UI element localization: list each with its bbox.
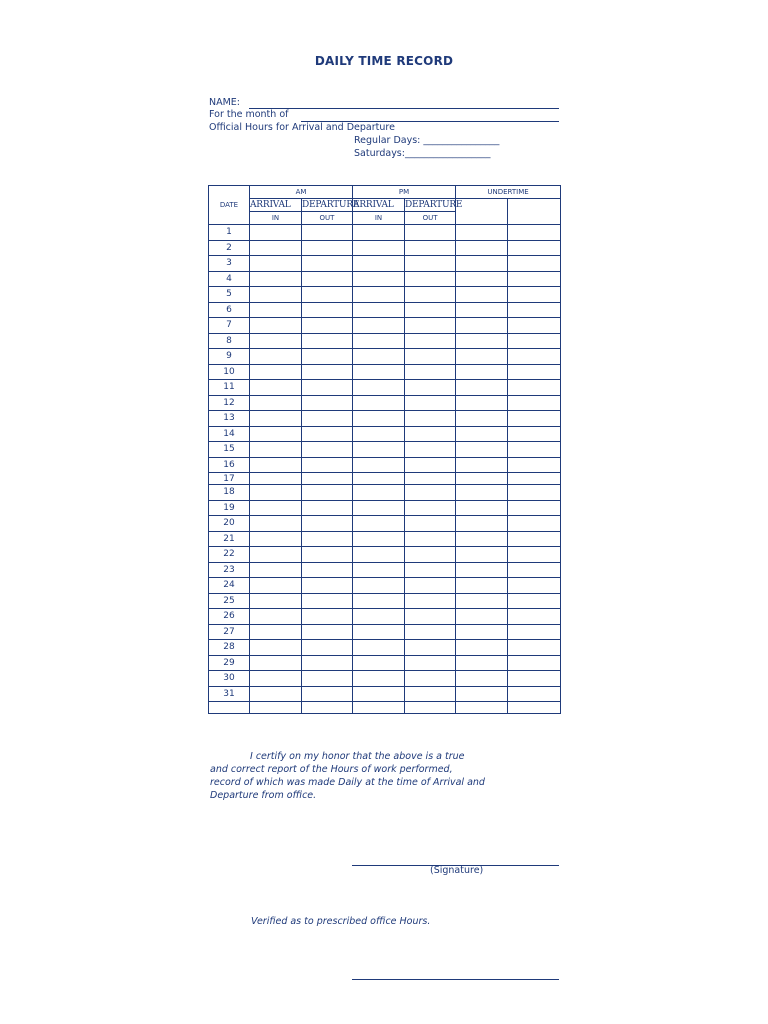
table-row-blank xyxy=(209,702,561,714)
time-cell[interactable] xyxy=(250,287,302,303)
am-header: AM xyxy=(250,186,353,199)
time-cell[interactable] xyxy=(353,333,405,349)
saturdays-blank: __________________ xyxy=(404,148,491,159)
time-cell[interactable] xyxy=(302,640,353,656)
time-cell[interactable] xyxy=(405,364,456,380)
blank-cell xyxy=(456,702,508,714)
time-cell[interactable] xyxy=(456,240,508,256)
time-cell[interactable] xyxy=(405,457,456,473)
time-cell[interactable] xyxy=(456,302,508,318)
regular-days-blank: ________________ xyxy=(423,135,500,146)
time-cell[interactable] xyxy=(250,516,302,532)
time-cell[interactable] xyxy=(353,240,405,256)
time-cell[interactable] xyxy=(456,473,508,485)
time-cell[interactable] xyxy=(405,531,456,547)
time-cell[interactable] xyxy=(508,395,561,411)
time-cell[interactable] xyxy=(250,442,302,458)
time-cell[interactable] xyxy=(508,349,561,365)
time-cell[interactable] xyxy=(302,500,353,516)
time-cell[interactable] xyxy=(353,411,405,427)
time-cell[interactable] xyxy=(302,302,353,318)
pm-in-header: IN xyxy=(353,212,405,225)
table-row xyxy=(209,500,561,516)
table-row xyxy=(209,624,561,640)
time-cell[interactable] xyxy=(353,562,405,578)
time-cell[interactable] xyxy=(508,655,561,671)
time-cell[interactable] xyxy=(456,593,508,609)
time-cell[interactable] xyxy=(508,624,561,640)
day-number: 26 xyxy=(209,609,250,625)
day-number: 6 xyxy=(209,302,250,318)
time-cell[interactable] xyxy=(353,318,405,334)
time-cell[interactable] xyxy=(456,411,508,427)
time-cell[interactable] xyxy=(405,380,456,396)
time-cell[interactable] xyxy=(353,516,405,532)
time-cell[interactable] xyxy=(405,578,456,594)
undertime-hours-spacer xyxy=(456,199,508,225)
day-number: 30 xyxy=(209,671,250,687)
time-cell[interactable] xyxy=(353,349,405,365)
time-cell[interactable] xyxy=(353,609,405,625)
table-row xyxy=(209,349,561,365)
time-cell[interactable] xyxy=(353,287,405,303)
time-cell[interactable] xyxy=(508,671,561,687)
time-cell[interactable] xyxy=(508,271,561,287)
verified-text: Verified as to prescribed office Hours. xyxy=(251,916,431,927)
time-cell[interactable] xyxy=(405,609,456,625)
time-cell[interactable] xyxy=(250,333,302,349)
time-cell[interactable] xyxy=(250,256,302,272)
time-cell[interactable] xyxy=(456,364,508,380)
time-cell[interactable] xyxy=(302,349,353,365)
time-cell[interactable] xyxy=(353,640,405,656)
time-cell[interactable] xyxy=(456,609,508,625)
time-cell[interactable] xyxy=(302,578,353,594)
time-cell[interactable] xyxy=(302,516,353,532)
time-cell[interactable] xyxy=(302,547,353,563)
time-cell[interactable] xyxy=(508,442,561,458)
day-number: 1 xyxy=(209,225,250,241)
time-cell[interactable] xyxy=(353,271,405,287)
time-cell[interactable] xyxy=(456,225,508,241)
time-cell[interactable] xyxy=(353,457,405,473)
day-number: 13 xyxy=(209,411,250,427)
time-cell[interactable] xyxy=(302,473,353,485)
time-cell[interactable] xyxy=(250,426,302,442)
time-cell[interactable] xyxy=(456,442,508,458)
time-cell[interactable] xyxy=(508,686,561,702)
time-cell[interactable] xyxy=(250,485,302,501)
time-cell[interactable] xyxy=(250,640,302,656)
table-row xyxy=(209,485,561,501)
time-cell[interactable] xyxy=(508,531,561,547)
table-row xyxy=(209,516,561,532)
table-row xyxy=(209,380,561,396)
day-number: 7 xyxy=(209,318,250,334)
day-number: 11 xyxy=(209,380,250,396)
time-cell[interactable] xyxy=(302,593,353,609)
pm-arrival-header: ARRIVAL xyxy=(353,199,405,212)
table-row xyxy=(209,225,561,241)
time-cell[interactable] xyxy=(353,426,405,442)
day-number: 3 xyxy=(209,256,250,272)
day-number: 2 xyxy=(209,240,250,256)
day-number: 8 xyxy=(209,333,250,349)
day-number: 29 xyxy=(209,655,250,671)
time-cell[interactable] xyxy=(508,380,561,396)
time-cell[interactable] xyxy=(302,686,353,702)
certification-text xyxy=(210,750,485,802)
time-cell[interactable] xyxy=(353,655,405,671)
time-cell[interactable] xyxy=(353,686,405,702)
saturdays-label: Saturdays: xyxy=(354,148,405,159)
day-number: 4 xyxy=(209,271,250,287)
time-cell[interactable] xyxy=(250,671,302,687)
day-number: 12 xyxy=(209,395,250,411)
time-cell[interactable] xyxy=(405,426,456,442)
time-cell[interactable] xyxy=(508,333,561,349)
time-cell[interactable] xyxy=(508,640,561,656)
time-cell[interactable] xyxy=(353,364,405,380)
day-number: 28 xyxy=(209,640,250,656)
time-cell[interactable] xyxy=(508,500,561,516)
time-cell[interactable] xyxy=(302,225,353,241)
time-cell[interactable] xyxy=(353,593,405,609)
am-arrival-header: ARRIVAL xyxy=(250,199,302,212)
time-cell[interactable] xyxy=(456,287,508,303)
time-record-table xyxy=(208,185,561,714)
blank-cell xyxy=(302,702,353,714)
day-number: 20 xyxy=(209,516,250,532)
table-row xyxy=(209,593,561,609)
table-row xyxy=(209,457,561,473)
table-row xyxy=(209,318,561,334)
time-cell[interactable] xyxy=(250,624,302,640)
day-number: 19 xyxy=(209,500,250,516)
time-cell[interactable] xyxy=(405,287,456,303)
time-cell[interactable] xyxy=(508,318,561,334)
time-cell[interactable] xyxy=(508,485,561,501)
time-cell[interactable] xyxy=(353,395,405,411)
blank-cell xyxy=(250,702,302,714)
time-cell[interactable] xyxy=(508,240,561,256)
time-cell[interactable] xyxy=(353,578,405,594)
day-number: 18 xyxy=(209,485,250,501)
time-cell[interactable] xyxy=(405,302,456,318)
time-cell[interactable] xyxy=(302,287,353,303)
time-cell[interactable] xyxy=(456,516,508,532)
time-cell[interactable] xyxy=(302,442,353,458)
time-cell[interactable] xyxy=(405,686,456,702)
time-cell[interactable] xyxy=(405,547,456,563)
time-cell[interactable] xyxy=(302,271,353,287)
pm-out-header: OUT xyxy=(405,212,456,225)
day-number: 23 xyxy=(209,562,250,578)
time-cell[interactable] xyxy=(405,562,456,578)
time-cell[interactable] xyxy=(250,473,302,485)
time-cell[interactable] xyxy=(456,640,508,656)
time-cell[interactable] xyxy=(508,256,561,272)
time-cell[interactable] xyxy=(353,624,405,640)
time-cell[interactable] xyxy=(405,485,456,501)
time-cell[interactable] xyxy=(508,302,561,318)
time-cell[interactable] xyxy=(250,500,302,516)
time-cell[interactable] xyxy=(302,364,353,380)
day-number: 27 xyxy=(209,624,250,640)
time-cell[interactable] xyxy=(302,562,353,578)
table-row xyxy=(209,578,561,594)
time-cell[interactable] xyxy=(456,426,508,442)
time-cell[interactable] xyxy=(405,473,456,485)
name-line xyxy=(249,108,559,109)
pm-departure-header: DEPARTURE xyxy=(405,200,463,210)
page-title: DAILY TIME RECORD xyxy=(314,54,454,68)
time-cell[interactable] xyxy=(250,609,302,625)
table-row xyxy=(209,364,561,380)
table-row xyxy=(209,609,561,625)
time-cell[interactable] xyxy=(250,364,302,380)
time-cell[interactable] xyxy=(508,578,561,594)
time-cell[interactable] xyxy=(353,302,405,318)
time-cell[interactable] xyxy=(405,500,456,516)
undertime-minute-spacer xyxy=(508,199,561,225)
time-cell[interactable] xyxy=(456,457,508,473)
time-cell[interactable] xyxy=(508,473,561,485)
blank-cell xyxy=(508,702,561,714)
table-row xyxy=(209,640,561,656)
month-label: For the month of xyxy=(209,109,289,120)
day-number: 5 xyxy=(209,287,250,303)
time-cell[interactable] xyxy=(250,531,302,547)
time-cell[interactable] xyxy=(508,516,561,532)
time-cell[interactable] xyxy=(250,411,302,427)
time-cell[interactable] xyxy=(508,457,561,473)
date-header: DATE xyxy=(209,186,250,225)
time-cell[interactable] xyxy=(250,655,302,671)
time-cell[interactable] xyxy=(456,578,508,594)
time-cell[interactable] xyxy=(302,624,353,640)
time-cell[interactable] xyxy=(302,256,353,272)
time-cell[interactable] xyxy=(250,302,302,318)
time-cell[interactable] xyxy=(302,531,353,547)
time-cell[interactable] xyxy=(456,349,508,365)
table-row xyxy=(209,562,561,578)
time-cell[interactable] xyxy=(353,500,405,516)
blank-cell xyxy=(405,702,456,714)
day-number: 24 xyxy=(209,578,250,594)
time-cell[interactable] xyxy=(302,671,353,687)
time-cell[interactable] xyxy=(405,256,456,272)
time-cell[interactable] xyxy=(405,516,456,532)
time-cell[interactable] xyxy=(456,562,508,578)
table-row xyxy=(209,302,561,318)
time-cell[interactable] xyxy=(456,271,508,287)
table-row xyxy=(209,671,561,687)
verifier-signature-line xyxy=(352,979,559,980)
time-cell[interactable] xyxy=(456,256,508,272)
table-body xyxy=(209,225,561,714)
table-row xyxy=(209,411,561,427)
table-row xyxy=(209,240,561,256)
time-cell[interactable] xyxy=(508,411,561,427)
time-cell[interactable] xyxy=(250,349,302,365)
time-cell[interactable] xyxy=(508,562,561,578)
table-row xyxy=(209,655,561,671)
time-cell[interactable] xyxy=(456,686,508,702)
time-cell[interactable] xyxy=(508,593,561,609)
time-cell[interactable] xyxy=(302,395,353,411)
time-cell[interactable] xyxy=(250,380,302,396)
am-departure-header: DEPARTURE xyxy=(302,200,360,210)
time-cell[interactable] xyxy=(405,349,456,365)
day-number: 15 xyxy=(209,442,250,458)
time-cell[interactable] xyxy=(302,411,353,427)
signature-label: (Signature) xyxy=(430,865,484,876)
time-cell[interactable] xyxy=(302,457,353,473)
table-row xyxy=(209,686,561,702)
table-row xyxy=(209,531,561,547)
time-cell[interactable] xyxy=(405,640,456,656)
header-row-event xyxy=(209,199,561,212)
name-label: NAME: xyxy=(209,97,241,108)
regular-days-label: Regular Days: xyxy=(354,135,421,146)
header-row-period xyxy=(209,186,561,199)
time-cell[interactable] xyxy=(405,442,456,458)
time-cell[interactable] xyxy=(456,395,508,411)
time-cell[interactable] xyxy=(405,318,456,334)
undertime-header: UNDERTIME xyxy=(456,186,561,199)
time-cell[interactable] xyxy=(508,364,561,380)
blank-cell xyxy=(353,702,405,714)
time-cell[interactable] xyxy=(456,500,508,516)
time-cell[interactable] xyxy=(353,256,405,272)
time-cell[interactable] xyxy=(508,426,561,442)
day-number: 14 xyxy=(209,426,250,442)
time-cell[interactable] xyxy=(302,380,353,396)
time-cell[interactable] xyxy=(250,240,302,256)
time-cell[interactable] xyxy=(405,333,456,349)
regular-days-field xyxy=(354,135,499,146)
table-row xyxy=(209,547,561,563)
table-row xyxy=(209,256,561,272)
time-cell[interactable] xyxy=(250,457,302,473)
time-cell[interactable] xyxy=(405,655,456,671)
day-number: 10 xyxy=(209,364,250,380)
table-row xyxy=(209,426,561,442)
time-cell[interactable] xyxy=(456,671,508,687)
time-cell[interactable] xyxy=(250,395,302,411)
saturdays-field xyxy=(354,148,490,159)
time-cell[interactable] xyxy=(456,380,508,396)
time-cell[interactable] xyxy=(353,485,405,501)
day-number: 21 xyxy=(209,531,250,547)
time-cell[interactable] xyxy=(508,609,561,625)
time-cell[interactable] xyxy=(302,240,353,256)
time-cell[interactable] xyxy=(302,609,353,625)
time-cell[interactable] xyxy=(508,547,561,563)
time-cell[interactable] xyxy=(353,671,405,687)
time-cell[interactable] xyxy=(456,333,508,349)
table-row xyxy=(209,395,561,411)
time-cell[interactable] xyxy=(302,318,353,334)
time-cell[interactable] xyxy=(405,671,456,687)
time-cell[interactable] xyxy=(250,225,302,241)
table-row xyxy=(209,333,561,349)
day-number: 22 xyxy=(209,547,250,563)
time-cell[interactable] xyxy=(353,380,405,396)
am-in-header: IN xyxy=(250,212,302,225)
pm-header: PM xyxy=(353,186,456,199)
time-cell[interactable] xyxy=(405,411,456,427)
time-cell[interactable] xyxy=(250,318,302,334)
table-row xyxy=(209,271,561,287)
time-cell[interactable] xyxy=(508,287,561,303)
certification-statement: I certify on my honor that the above is a true and correct report of the Hours of work performed, record of which was made Daily at the time of Arrival and Departure from office. xyxy=(210,751,485,801)
time-cell[interactable] xyxy=(456,655,508,671)
time-cell[interactable] xyxy=(353,473,405,485)
time-cell[interactable] xyxy=(302,426,353,442)
time-cell[interactable] xyxy=(353,442,405,458)
time-cell[interactable] xyxy=(456,531,508,547)
official-hours-label: Official Hours for Arrival and Departure xyxy=(209,122,395,133)
time-cell[interactable] xyxy=(508,225,561,241)
time-cell[interactable] xyxy=(250,686,302,702)
time-cell[interactable] xyxy=(250,593,302,609)
time-cell[interactable] xyxy=(456,547,508,563)
time-cell[interactable] xyxy=(353,225,405,241)
time-cell[interactable] xyxy=(456,485,508,501)
time-cell[interactable] xyxy=(353,531,405,547)
time-cell[interactable] xyxy=(353,547,405,563)
day-number: 31 xyxy=(209,686,250,702)
time-cell[interactable] xyxy=(405,593,456,609)
table-row xyxy=(209,442,561,458)
time-cell[interactable] xyxy=(405,271,456,287)
time-cell[interactable] xyxy=(302,485,353,501)
time-cell[interactable] xyxy=(405,395,456,411)
time-cell[interactable] xyxy=(302,655,353,671)
time-cell[interactable] xyxy=(250,562,302,578)
time-cell[interactable] xyxy=(250,578,302,594)
day-number: 17 xyxy=(209,473,250,485)
day-number: 16 xyxy=(209,457,250,473)
blank-cell xyxy=(209,702,250,714)
am-out-header: OUT xyxy=(302,212,353,225)
time-cell[interactable] xyxy=(405,624,456,640)
table-row xyxy=(209,473,561,485)
time-cell[interactable] xyxy=(405,240,456,256)
day-number: 25 xyxy=(209,593,250,609)
time-cell[interactable] xyxy=(456,624,508,640)
table-row xyxy=(209,287,561,303)
day-number: 9 xyxy=(209,349,250,365)
time-cell[interactable] xyxy=(302,333,353,349)
time-cell[interactable] xyxy=(250,547,302,563)
time-cell[interactable] xyxy=(405,225,456,241)
time-cell[interactable] xyxy=(250,271,302,287)
time-cell[interactable] xyxy=(456,318,508,334)
